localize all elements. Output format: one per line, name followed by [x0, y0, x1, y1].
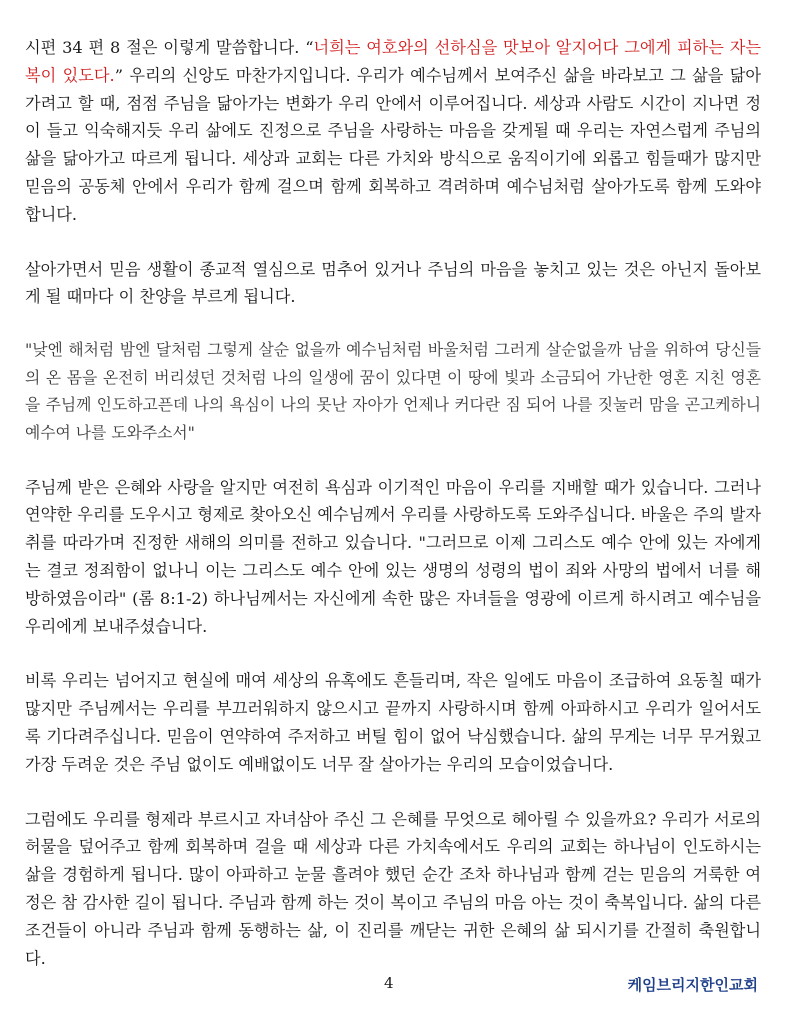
paragraph-1-intro: 시편 34 편 8 절은 이렇게 말씀합니다. “ [25, 38, 314, 57]
paragraph-2: 살아가면서 믿음 생활이 종교적 열심으로 멈추어 있거나 주님의 마음을 놓치고 있는 것은 아닌지 돌아보게 될 때마다 이 찬양을 부르게 됩니다. [25, 259, 761, 307]
document-body [25, 34, 761, 972]
church-name: 케임브리지한인교회 [627, 976, 758, 994]
paragraph-3: 주님께 받은 은혜와 사랑을 알지만 여전히 욕심과 이기적인 마음이 우리를 지배할 때가 있습니다. 그러나 연약한 우리를 도우시고 형제로 찾아오신 예수님께서 우리를 사랑하도록 도와주십니다. 바울은 주의 발자취를 따라가며 진정한 새해의 의미를 전하고 있습니다. "그러므로 이제 그리스도 예수 안에 있는 자에게는 결코 정죄함이 없나니 이는 그리스도 예수 안에 있는 생명의 성령의 법이 죄와 사망의 법에서 너를 해방하였음이라" (롬 8:1-2) 하나님께서는 자신에게 속한 많은 자녀들을 영광에 이르게 하시려고 예수님을 우리에게 보내주셨습니다. [25, 477, 761, 636]
page-number: 4 [384, 974, 394, 992]
hymn-lyrics: "낮엔 해처럼 밤엔 달처럼 그렇게 살순 없을까 예수님처럼 바울처럼 그러게 살순없을까 남을 위하여 당신들의 온 몸을 온전히 버리셨던 것처럼 나의 일생에 꿈이 있다면 이 땅에 빛과 소금되어 가난한 영혼 지친 영혼을 주님께 인도하고픈데 나의 욕심이 나의 못난 자아가 언제나 커다란 짐 되어 나를 짓눌러 맘을 곤고케하니 예수여 나를 도와주소서" [25, 340, 761, 442]
paragraph-1 [25, 34, 761, 229]
paragraph-1-rest: ” 우리의 신앙도 마찬가지입니다. 우리가 예수님께서 보여주신 삶을 바라보고 그 삶을 닮아가려고 할 때, 점점 주님을 닮아가는 변화가 우리 안에서 이루어집니다. 세상과 사람도 시간이 지나면 정이 들고 익숙해지듯 우리 삶에도 진정으로 주님을 사랑하는 마음을 갖게될 때 우리는 자연스럽게 주님의 삶을 닮아가고 따르게 됩니다. 세상과 교회는 다른 가치와 방식으로 움직이기에 외롭고 힘들때가 많지만 믿음의 공동체 안에서 우리가 함께 걸으며 함께 회복하고 격려하며 예수님처럼 살아가도록 함께 도와야 합니다. [25, 65, 761, 224]
paragraph-5: 그럼에도 우리를 형제라 부르시고 자녀삼아 주신 그 은혜를 무엇으로 헤아릴 수 있을까요? 우리가 서로의 허물을 덮어주고 함께 회복하며 걸을 때 세상과 다른 가치속에서도 우리의 교회는 하나님이 인도하시는 삶을 경험하게 됩니다. 많이 아파하고 눈물 흘려야 했던 순간 조차 하나님과 함께 걷는 믿음의 거룩한 여정은 참 감사한 길이 됩니다. 주님과 함께 하는 것이 복이고 주님의 마음 아는 것이 축복입니다. 삶의 다른 조건들이 아니라 주님과 함께 동행하는 삶, 이 진리를 깨닫는 귀한 은혜의 삶 되시기를 간절히 축원합니다. [25, 809, 761, 968]
scripture-quote: 너희는 여호와의 선하심을 맛보아 알지어다 그에게 피하는 자는 복이 있도다. [25, 38, 761, 85]
paragraph-4: 비록 우리는 넘어지고 현실에 매여 세상의 유혹에도 흔들리며, 작은 일에도 마음이 조급하여 요동칠 때가 많지만 주님께서는 우리를 부끄러워하지 않으시고 끝까지 사랑하시며 함께 아파하시고 우리가 일어서도록 기다려주십니다. 믿음이 연약하여 주저하고 버틸 힘이 없어 낙심했습니다. 삶의 무게는 너무 무거웠고 가장 두려운 것은 주님 없이도 예배없이도 너무 잘 살아가는 우리의 모습이었습니다. [25, 671, 761, 774]
